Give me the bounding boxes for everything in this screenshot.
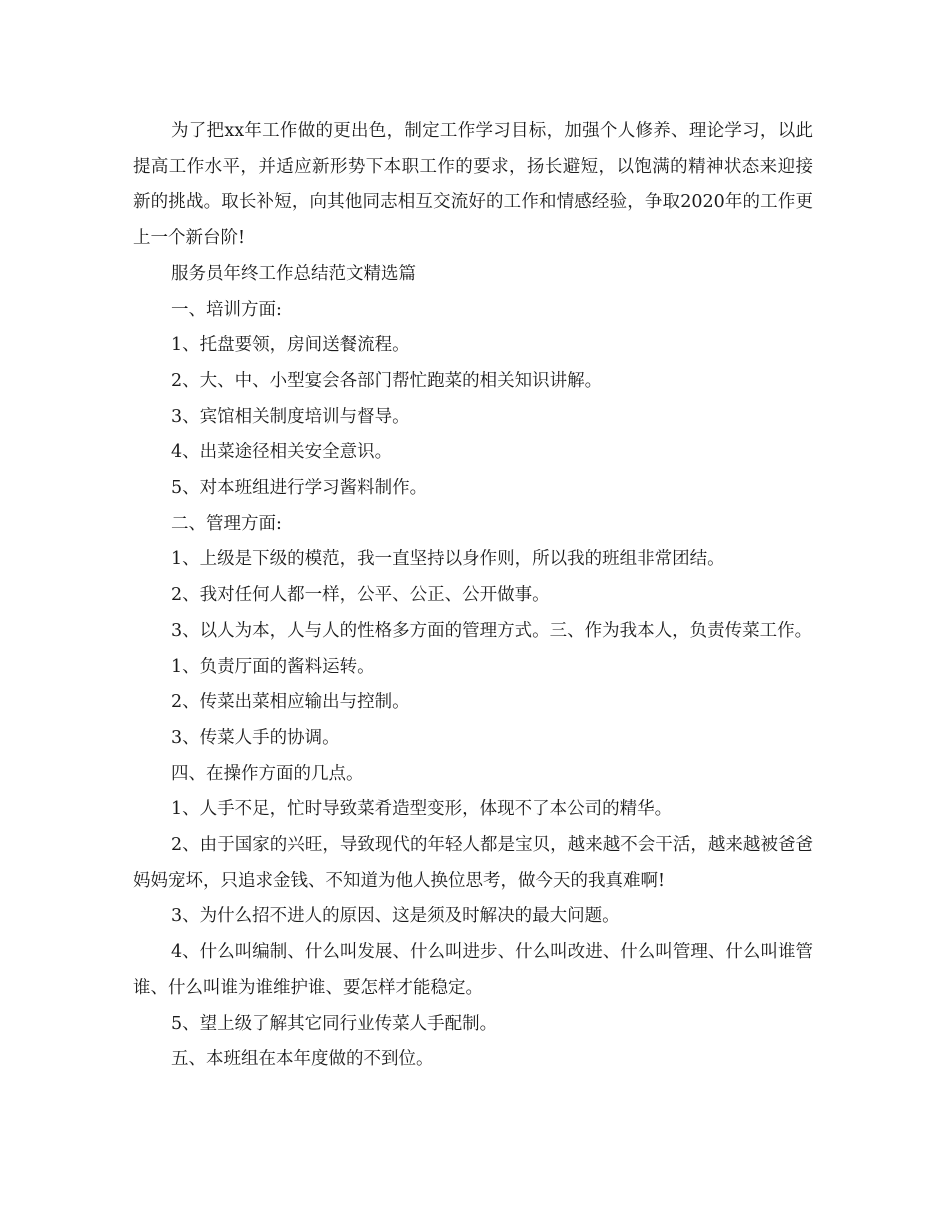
list-item: 3、为什么招不进人的原因、这是须及时解决的最大问题。 xyxy=(171,906,620,927)
section-heading: 四、在操作方面的几点。 xyxy=(171,763,364,784)
body-paragraph: 为了把xx年工作做的更出色，制定工作学习目标，加强个人修养、理论学习，以此提高工作水平，并适应新形势下本职工作的要求，扬长避短，以饱满的精神状态来迎接新的挑战。取长补短，向其他同志相互交流好的工作和情感经验，争取2020年的工作更上一个新台阶! xyxy=(133,121,813,249)
list-item: 4、什么叫编制、什么叫发展、什么叫进步、什么叫改进、什么叫管理、什么叫谁管谁、什么叫谁为谁维护谁、要怎样才能稳定。 xyxy=(133,942,813,998)
list-item: 1、上级是下级的模范，我一直坚持以身作则，所以我的班组非常团结。 xyxy=(171,549,725,570)
section-heading: 五、本班组在本年度做的不到位。 xyxy=(171,1049,434,1070)
document-body xyxy=(133,114,813,1078)
list-item: 3、传菜人手的协调。 xyxy=(171,727,340,748)
list-item: 5、望上级了解其它同行业传菜人手配制。 xyxy=(171,1013,498,1034)
section-title: 服务员年终工作总结范文精选篇 xyxy=(171,263,416,284)
list-item: 1、托盘要领，房间送餐流程。 xyxy=(171,335,410,356)
list-item: 2、传菜出菜相应输出与控制。 xyxy=(171,692,410,713)
list-item: 3、宾馆相关制度培训与督导。 xyxy=(171,406,410,427)
list-item: 4、出菜途径相关安全意识。 xyxy=(171,442,393,463)
list-item: 5、对本班组进行学习酱料制作。 xyxy=(171,478,428,499)
section-heading: 二、管理方面: xyxy=(171,513,282,534)
section-heading: 一、培训方面: xyxy=(171,299,282,320)
list-item: 3、以人为本，人与人的性格多方面的管理方式。三、作为我本人，负责传菜工作。 xyxy=(171,620,813,641)
list-item: 1、人手不足，忙时导致菜肴造型变形，体现不了本公司的精华。 xyxy=(171,799,673,820)
list-item: 2、由于国家的兴旺，导致现代的年轻人都是宝贝，越来越不会干活，越来越被爸爸妈妈宠坏，只追求金钱、不知道为他人换位思考，做今天的我真难啊! xyxy=(133,835,813,891)
list-item: 2、我对任何人都一样，公平、公正、公开做事。 xyxy=(171,585,550,606)
list-item: 1、负责厅面的酱料运转。 xyxy=(171,656,375,677)
list-item: 2、大、中、小型宴会各部门帮忙跑菜的相关知识讲解。 xyxy=(171,370,603,391)
